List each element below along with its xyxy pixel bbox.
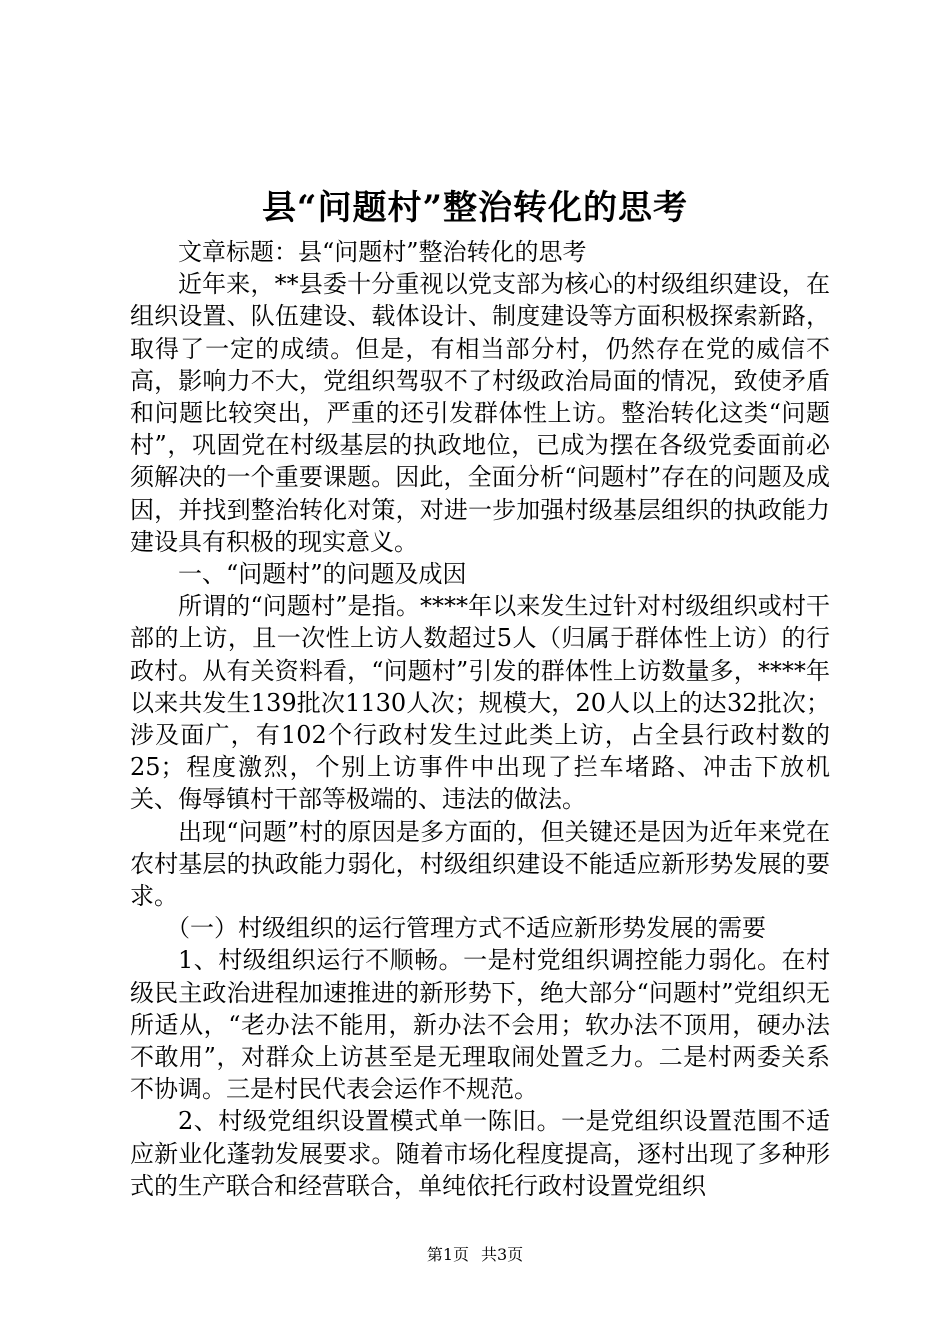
- page-number: 第1页: [426, 1245, 469, 1264]
- paragraph: 所谓的“问题村”是指。****年以来发生过针对村级组织或村干部的上访，且一次性上访人数超过5人（归属于群体性上访）的行政村。从有关资料看，“问题村”引发的群体性上访数量多，****年以来共发生139批次1130人次；规模大，20人以上的达32批次；涉及面广，有102个行政村发生过此类上访，占全县行政村数的25；程度激烈，个别上访事件中出现了拦车堵路、冲击下放机关、侮辱镇村干部等极端的、违法的做法。: [130, 592, 830, 814]
- article-title-line: 文章标题：县“问题村”整治转化的思考: [178, 238, 587, 266]
- section-heading: 一、“问题村”的问题及成因: [178, 560, 467, 589]
- paragraph: 出现“问题”村的原因是多方面的，但关键还是因为近年来党在农村基层的执政能力弱化，村级组织建设不能适应新形势发展的要求。: [130, 817, 830, 911]
- paragraph: 1、村级组织运行不顺畅。一是村党组织调控能力弱化。在村级民主政治进程加速推进的新形势下，绝大部分“问题村”党组织无所适从，“老办法不能用，新办法不会用；软办法不顶用，硬办法不敢用”，对群众上访甚至是无理取闹处置乏力。二是村两委关系不协调。三是村民代表会运作不规范。: [130, 946, 830, 1104]
- page-footer: [0, 1243, 950, 1267]
- paragraph: 2、村级党组织设置模式单一陈旧。一是党组织设置范围不适应新业化蓬勃发展要求。随着市场化程度提高，逐村出现了多种形式的生产联合和经营联合，单纯依托行政村设置党组织: [130, 1107, 830, 1200]
- document-body: [130, 236, 830, 1202]
- page-total: 共3页: [481, 1245, 524, 1264]
- document-title: 县“问题村”整治转化的思考: [261, 188, 689, 228]
- paragraph: 近年来，**县委十分重视以党支部为核心的村级组织建设，在组织设置、队伍建设、载体设计、制度建设等方面积极探索新路，取得了一定的成绩。但是，有相当部分村，仍然存在党的威信不高，影响力不大，党组织驾驭不了村级政治局面的情况，致使矛盾和问题比较突出，严重的还引发群体性上访。整治转化这类“问题村”，巩固党在村级基层的执政地位，已成为摆在各级党委面前必须解决的一个重要课题。因此，全面分析“问题村”存在的问题及成因，并找到整治转化对策，对进一步加强村级基层组织的执政能力建设具有积极的现实意义。: [130, 270, 830, 556]
- subsection-heading: （一）村级组织的运行管理方式不适应新形势发展的需要: [166, 914, 766, 943]
